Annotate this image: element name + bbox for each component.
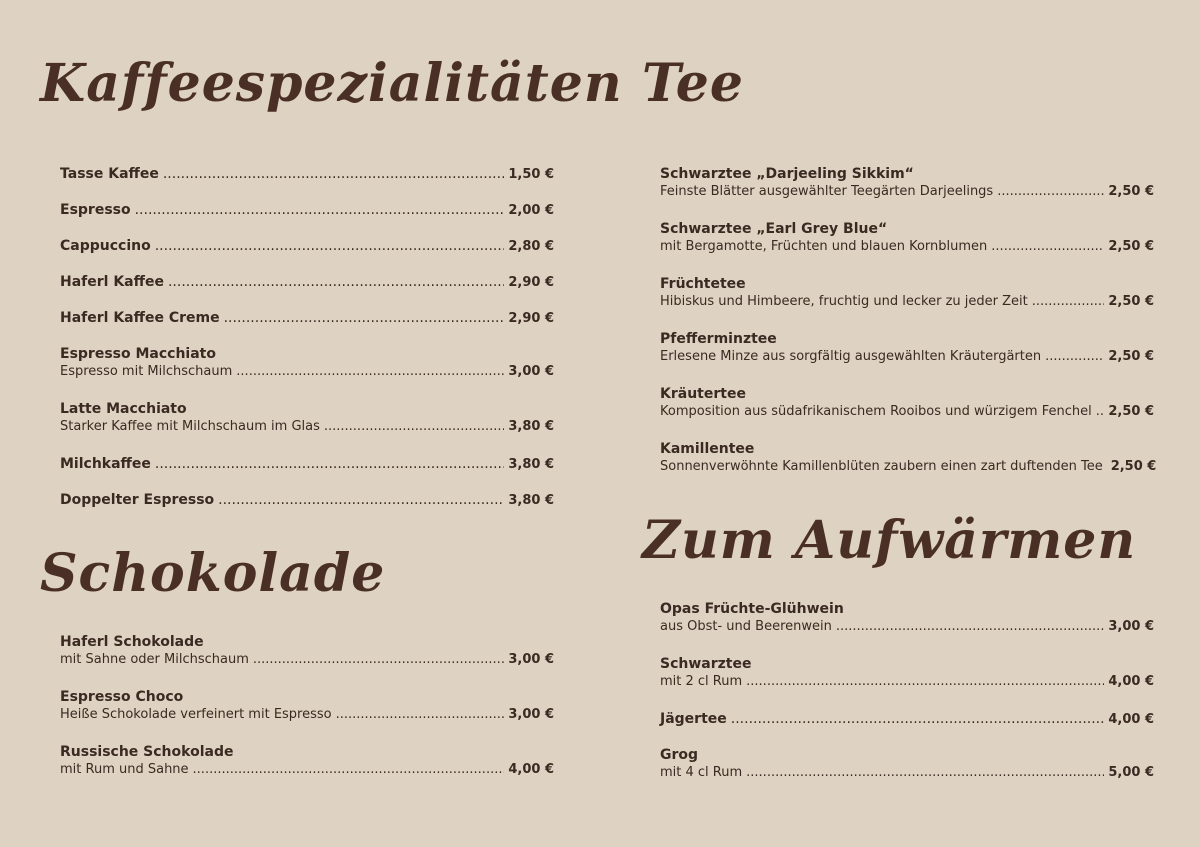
menu-item: [660, 746, 1154, 782]
item-name: Jägertee: [660, 711, 727, 727]
item-description: mit Sahne oder Milchschaum: [60, 652, 249, 667]
dot-leader: [991, 238, 1104, 256]
dot-leader: [746, 673, 1104, 691]
dot-leader: [336, 706, 505, 724]
item-description: Heiße Schokolade verfeinert mit Espresso: [60, 707, 332, 722]
item-price: 2,80 €: [508, 239, 554, 254]
heading-zum-aufwaermen: Zum Aufwärmen: [642, 510, 1137, 571]
item-price: 3,80 €: [508, 419, 554, 434]
item-price: 3,80 €: [508, 493, 554, 508]
item-price: 2,50 €: [1108, 294, 1154, 309]
item-name: Doppelter Espresso: [60, 492, 215, 508]
item-price: 2,50 €: [1108, 184, 1154, 199]
menu-item: [660, 600, 1154, 636]
item-price: 5,00 €: [1108, 765, 1154, 780]
item-name: Schwarztee „Earl Grey Blue“: [660, 221, 888, 237]
item-description: Komposition aus südafrikanischem Rooibos und würzigem Fenchel: [660, 404, 1092, 419]
item-description: Espresso mit Milchschaum: [60, 364, 233, 379]
menu-item: [60, 400, 554, 436]
item-name: Schwarztee „Darjeeling Sikkim“: [660, 166, 914, 182]
item-price: 3,00 €: [508, 364, 554, 379]
dot-leader: [1045, 348, 1104, 366]
dot-leader: [997, 183, 1104, 201]
item-price: 2,50 €: [1110, 459, 1157, 474]
menu-item: [660, 440, 1157, 476]
menu-item: [660, 330, 1154, 366]
menu-item: [660, 165, 1154, 201]
menu-item: [60, 455, 554, 474]
menu-item: [60, 633, 554, 669]
item-name: Kräutertee: [660, 386, 746, 402]
item-description: Sonnenverwöhnte Kamillenblüten zaubern einen zart duftenden Tee: [660, 459, 1103, 474]
dot-leader: [746, 764, 1104, 782]
section-kaffee: [40, 53, 623, 114]
item-price: 2,90 €: [508, 275, 554, 290]
item-price: 2,50 €: [1108, 349, 1154, 364]
dot-leader: [224, 309, 505, 327]
item-name: Russische Schokolade: [60, 744, 234, 760]
item-description: mit Bergamotte, Früchten und blauen Kornblumen: [660, 239, 988, 254]
menu-item: [60, 688, 554, 724]
menu-item: [60, 491, 554, 510]
menu-item: [660, 275, 1154, 311]
item-price: 3,80 €: [508, 457, 554, 472]
menu-item: [60, 273, 554, 292]
dot-leader: [1096, 403, 1105, 421]
item-name: Schwarztee: [660, 656, 752, 672]
item-name: Opas Früchte-Glühwein: [660, 601, 844, 617]
item-name: Espresso: [60, 202, 131, 218]
dot-leader: [155, 237, 505, 255]
item-name: Latte Macchiato: [60, 401, 187, 417]
menu-item: [660, 655, 1154, 691]
dot-leader: [324, 418, 504, 436]
item-price: 2,50 €: [1108, 404, 1154, 419]
menu-item: [660, 710, 1154, 729]
item-name: Tasse Kaffee: [60, 166, 159, 182]
dot-leader: [218, 491, 504, 509]
item-price: 4,00 €: [1108, 712, 1154, 727]
dot-leader: [168, 273, 504, 291]
dot-leader: [163, 165, 504, 183]
item-name: Grog: [660, 747, 699, 763]
item-price: 4,00 €: [1108, 674, 1154, 689]
item-name: Haferl Schokolade: [60, 634, 204, 650]
item-price: 3,00 €: [508, 652, 554, 667]
item-description: Erlesene Minze aus sorgfältig ausgewählten Kräutergärten: [660, 349, 1042, 364]
item-price: 3,00 €: [508, 707, 554, 722]
item-name: Espresso Choco: [60, 689, 184, 705]
item-price: 4,00 €: [508, 762, 554, 777]
item-description: mit 2 cl Rum: [660, 674, 743, 689]
item-price: 2,00 €: [508, 203, 554, 218]
item-name: Pfefferminztee: [660, 331, 777, 347]
heading-kaffeespezialitaeten: Kaffeespezialitäten: [40, 53, 623, 114]
item-name: Milchkaffee: [60, 456, 151, 472]
menu-item: [60, 237, 554, 256]
item-price: 1,50 €: [508, 167, 554, 182]
item-name: Haferl Kaffee Creme: [60, 310, 220, 326]
dot-leader: [155, 455, 504, 473]
heading-tee: Tee: [642, 53, 744, 114]
dot-leader: [135, 201, 505, 219]
menu-item: [60, 201, 554, 220]
dot-leader: [236, 363, 504, 381]
item-description: Hibiskus und Himbeere, fruchtig und lecker zu jeder Zeit: [660, 294, 1028, 309]
section-schokolade: [40, 543, 386, 604]
dot-leader: [836, 618, 1105, 636]
item-description: mit Rum und Sahne: [60, 762, 189, 777]
item-description: Starker Kaffee mit Milchschaum im Glas: [60, 419, 320, 434]
item-description: mit 4 cl Rum: [660, 765, 743, 780]
menu-item: [60, 743, 554, 779]
dot-leader: [1032, 293, 1105, 311]
menu-item: [60, 309, 554, 328]
menu-item: [660, 220, 1154, 256]
item-name: Früchtetee: [660, 276, 746, 292]
item-description: aus Obst- und Beerenwein: [660, 619, 832, 634]
section-tee: [642, 53, 744, 114]
menu-item: [60, 165, 554, 184]
menu-item: [660, 385, 1154, 421]
item-price: 2,50 €: [1108, 239, 1154, 254]
section-aufwaermen: [642, 510, 1137, 571]
item-price: 2,90 €: [508, 311, 554, 326]
item-name: Cappuccino: [60, 238, 151, 254]
dot-leader: [731, 710, 1105, 728]
heading-schokolade: Schokolade: [40, 543, 386, 604]
item-name: Kamillentee: [660, 441, 755, 457]
item-description: Feinste Blätter ausgewählter Teegärten Darjeelings: [660, 184, 994, 199]
item-name: Haferl Kaffee: [60, 274, 164, 290]
dot-leader: [253, 651, 504, 669]
menu-item: [60, 345, 554, 381]
dot-leader: [193, 761, 505, 779]
item-name: Espresso Macchiato: [60, 346, 216, 362]
item-price: 3,00 €: [1108, 619, 1154, 634]
